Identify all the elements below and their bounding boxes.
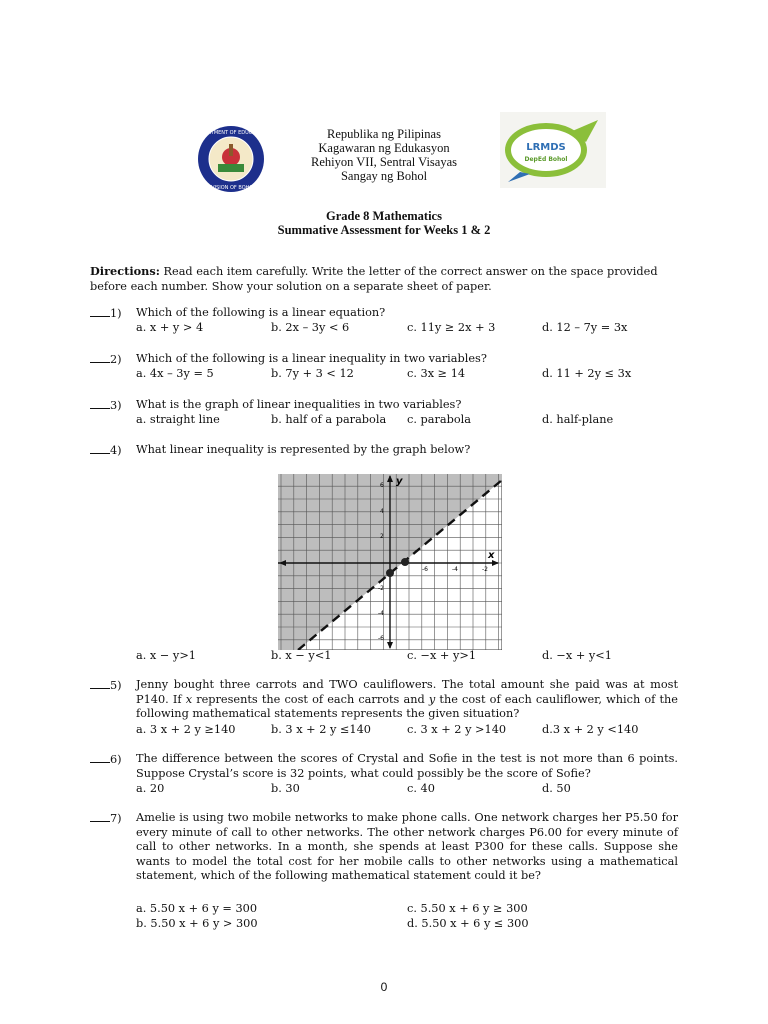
- lrmds-logo: [500, 112, 606, 188]
- doc-title: Grade 8 Mathematics: [326, 209, 442, 223]
- item-4-option-d: d. −x + y<1: [542, 649, 612, 662]
- directions: [90, 264, 678, 294]
- item-2-stem: Which of the following is a linear inequality in two variables?: [136, 352, 487, 365]
- item-5-number: 5): [90, 678, 136, 694]
- item-4-number: 4): [90, 443, 136, 459]
- item-1-option-d: d. 12 – 7y = 3x: [542, 321, 628, 334]
- item-6-option-a: a. 20: [136, 782, 165, 795]
- item-5-stem: Jenny bought three carrots and TWO cauliflowers. The total amount she paid was at most P140. If x represents the cost of each carrots and y the cost of each cauliflower, which of the following mathematical statements represents the given situation?: [136, 678, 678, 720]
- y-tick-2: 2: [380, 533, 384, 540]
- item-1-option-c: c. 11y ≥ 2x + 3: [407, 321, 496, 334]
- seal-text-bottom: DIVISION OF BOHOL: [205, 185, 257, 191]
- item-7-number: 7): [90, 811, 136, 827]
- item-6-option-d: d. 50: [542, 782, 571, 795]
- y-tick-6: 6: [380, 482, 384, 489]
- answer-blank[interactable]: [90, 352, 110, 363]
- item-3-option-a: a. straight line: [136, 413, 220, 426]
- item-1-option-b: b. 2x – 3y < 6: [271, 321, 350, 334]
- item-6-option-b: b. 30: [271, 782, 300, 795]
- item-1-number: 1): [90, 306, 136, 322]
- point-1-0: [401, 558, 409, 566]
- item-4-option-c: c. −x + y>1: [407, 649, 477, 662]
- seal-text-top: DEPARTMENT OF EDUCATION: [196, 130, 266, 136]
- item-2-option-d: d. 11 + 2y ≤ 3x: [542, 367, 632, 380]
- item-3-option-d: d. half-plane: [542, 413, 614, 426]
- header-line-2: Kagawaran ng Edukasyon: [318, 141, 450, 155]
- item-1-stem: Which of the following is a linear equation?: [136, 306, 386, 319]
- answer-blank[interactable]: [90, 678, 110, 689]
- answer-blank[interactable]: [90, 811, 110, 822]
- header-line-1: Republika ng Pilipinas: [327, 127, 441, 141]
- x-axis-label: x: [488, 550, 495, 561]
- lrmds-title: LRMDS: [526, 142, 566, 153]
- y-tick-neg2: -2: [378, 585, 384, 592]
- x-tick-neg2: -2: [482, 566, 488, 573]
- point-0-neg1: [386, 569, 394, 577]
- item-3-number: 3): [90, 398, 136, 414]
- item-2-option-b: b. 7y + 3 < 12: [271, 367, 354, 380]
- item-3-option-b: b. half of a parabola: [271, 413, 387, 426]
- answer-blank[interactable]: [90, 306, 110, 317]
- page-number: 0: [380, 980, 388, 994]
- item-5-option-d: d.3 x + 2 y <140: [542, 723, 639, 736]
- y-tick-neg6: -6: [378, 635, 384, 642]
- item-2-option-a: a. 4x – 3y = 5: [136, 367, 214, 380]
- item-4-option-a: a. x − y>1: [136, 649, 196, 662]
- y-axis-label: y: [396, 476, 403, 487]
- item-7-option-a: a. 5.50 x + 6 y = 300: [136, 902, 258, 915]
- directions-label: Directions:: [90, 264, 160, 278]
- answer-blank[interactable]: [90, 443, 110, 454]
- item-5-option-b: b. 3 x + 2 y ≤140: [271, 723, 371, 736]
- header-line-3: Rehiyon VII, Sentral Visayas: [311, 155, 457, 169]
- x-tick-neg6: -6: [422, 566, 428, 573]
- header-line-4: Sangay ng Bohol: [340, 169, 428, 183]
- x-tick-neg4: -4: [452, 566, 458, 573]
- item-3-option-c: c. parabola: [407, 413, 471, 426]
- lrmds-sub: DepEd Bohol: [524, 156, 568, 163]
- item-7-stem: Amelie is using two mobile networks to make phone calls. One network charges her P5.50 for every minute of call to other networks. The other network charges P6.00 for every minute of call to other networks. In a month, she spends at least P300 for these calls. Suppose she wants to model the total cost for her mobile calls to other networks using a mathematical statement, which of the following mathematical statement could it be?: [136, 811, 678, 882]
- item-3-stem: What is the graph of linear inequalities in two variables?: [136, 398, 462, 411]
- item-7-option-b: b. 5.50 x + 6 y > 300: [136, 917, 258, 930]
- y-tick-neg4: -4: [378, 610, 384, 617]
- item-2-number: 2): [90, 352, 136, 368]
- item-7-option-c: c. 5.50 x + 6 y ≥ 300: [407, 902, 528, 915]
- item-6-number: 6): [90, 752, 136, 768]
- item-5-option-c: c. 3 x + 2 y >140: [407, 723, 507, 736]
- answer-blank[interactable]: [90, 752, 110, 763]
- y-tick-4: 4: [380, 508, 384, 515]
- item-6-stem: The difference between the scores of Crystal and Sofie in the test is not more than 6 points. Suppose Crystal’s score is 32 points, what could possibly be the score of Sofie?: [136, 752, 678, 780]
- item-1-option-a: a. x + y > 4: [136, 321, 204, 334]
- answer-blank[interactable]: [90, 398, 110, 409]
- directions-text: Read each item carefully. Write the letter of the correct answer on the space provided before each number. Show your solution on a separate sheet of paper.: [90, 265, 658, 293]
- item-2-option-c: c. 3x ≥ 14: [407, 367, 466, 380]
- doc-subtitle: Summative Assessment for Weeks 1 & 2: [277, 223, 491, 237]
- inequality-graph: [278, 474, 502, 650]
- item-4-option-b: b. x − y<1: [271, 649, 332, 662]
- item-6-option-c: c. 40: [407, 782, 435, 795]
- item-5-option-a: a. 3 x + 2 y ≥140: [136, 723, 236, 736]
- item-7-option-d: d. 5.50 x + 6 y ≤ 300: [407, 917, 529, 930]
- item-4-stem: What linear inequality is represented by the graph below?: [136, 443, 471, 456]
